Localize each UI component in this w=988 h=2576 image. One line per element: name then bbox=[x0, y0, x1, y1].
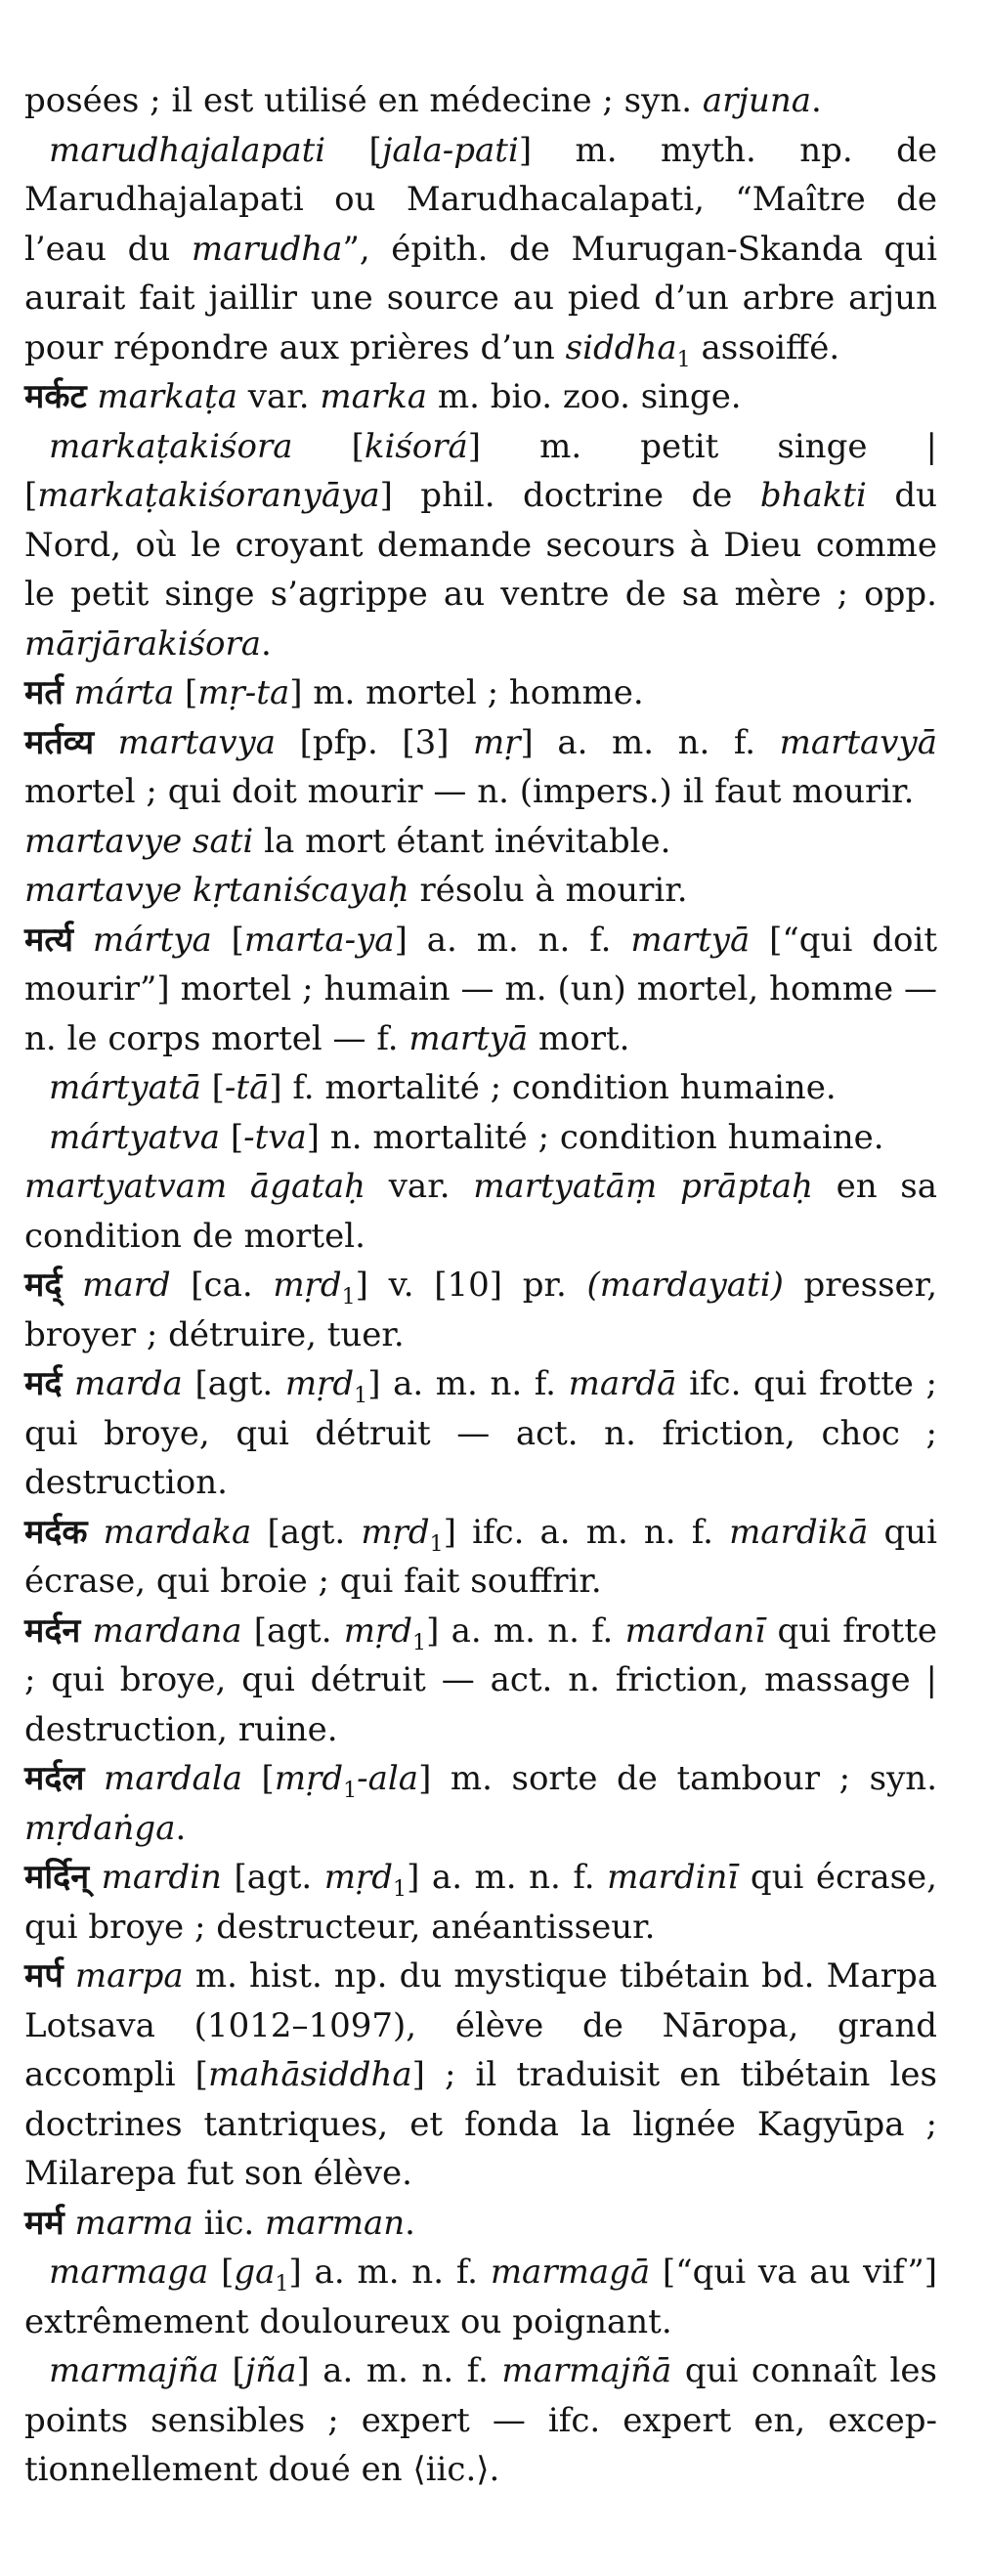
entry-mardala: मर्दल mardala [mṛd$_1$-ala] m. sorte de tambour ; syn. mṛdaṅga. bbox=[24, 1759, 938, 1848]
entry-marmaga: marmaga $[ga_1]$ a. m. n. f. marmagā [“qui va au vif”] extrêmement douloureux ou poignant. bbox=[24, 2253, 937, 2341]
entry-martyata: mártyatā [-tā] f. mortalité ; condition humaine. bbox=[49, 1068, 837, 1107]
entry-marma: मर्म marma iic. marman. bbox=[24, 2203, 415, 2243]
entry-martyatva: mártyatva [-tva] n. mortalité ; condition humaine. bbox=[49, 1117, 884, 1157]
entry-martavye-krtaniscayah: martavye kṛtaniścayaḥ résolu à mourir. bbox=[24, 871, 688, 910]
entry-martavye-sati: martavye sati la mort étant inévitable. bbox=[24, 821, 671, 861]
entry-mard: मर्द् mard [ca. mṛd$_1$] v. [10] pr. (mardayati) presser, broyer ; détruire, tuer. bbox=[24, 1266, 937, 1354]
entry-mardana: मर्दन mardana [agt. mṛd$_1$] a. m. n. f. mardanī qui frotte ; qui broye, qui détruit — act. n. friction, massage | destruction, ruine. bbox=[24, 1610, 937, 1749]
entry-mardin: मर्दिन् mardin [agt. mṛd$_1$] a. m. n. f. mardinī qui écrase, qui broye ; destructeur, anéantisseur. bbox=[24, 1858, 937, 1947]
entry-markata: मर्कट markaṭa var. marka m. bio. zoo. singe. bbox=[24, 377, 742, 416]
entry-marta: मर्त márta [mṛ-ta] m. mortel ; homme. bbox=[24, 673, 644, 712]
entry-marudhajalapati: marudhajalapati [jala-pati] m. myth. np. de Marudhajalapati ou Marudhacalapati, “Maître de l’eau du marudha”, épith. de Murugan-Skanda qui aurait fait jaillir une source au pied d’un arbre arjun pour répondre aux prières d’un siddha$_1$ assoiffé. bbox=[24, 130, 938, 372]
entry-martyatvam-agatah: martyatvam āgataḥ var. martyatāṃ prāptaḥ en sa condition de mortel. bbox=[24, 1167, 938, 1256]
entry-martya: मर्त्य mártya [marta-ya] a. m. n. f. martyā [“qui doit mourir”] mortel ; humain — m. (un) mortel, homme — n. le corps mortel — f. martyā mort. bbox=[24, 920, 937, 1058]
entry-continuation: posées ; il est utilisé en médecine ; syn. arjuna. bbox=[24, 81, 822, 120]
entry-marmajna: marmajña [jña] a. m. n. f. marmajñā qui connaît les points sensibles ; expert — ifc. expert en, exceptionnellement doué en ⟨iic.⟩. bbox=[24, 2351, 937, 2489]
entry-marda: मर्द marda [agt. mṛd$_1$] a. m. n. f. mardā ifc. qui frotte ; qui broye, qui détruit — act. n. friction, choc ; destruction. bbox=[24, 1364, 937, 1502]
entry-markatakisora: markaṭakiśora [kiśorá] m. petit singe | [markaṭakiśoranyāya] phil. doctrine de bhakti du Nord, où le croyant demande secours à Dieu comme le petit singe s’agrippe au ventre de sa mère ; opp. mārjārakiśora. bbox=[24, 426, 937, 664]
entry-martavya: मर्तव्य martavya [pfp. [3] mṛ] a. m. n. f. martavyā mortel ; qui doit mourir — n. (impers.) il faut mourir. bbox=[24, 722, 937, 811]
entry-mardaka: मर्दक mardaka [agt. mṛd$_1$] ifc. a. m. n. f. mardikā qui écrase, qui broie ; qui fait souffrir. bbox=[24, 1512, 938, 1601]
entry-marpa: मर्प marpa m. hist. np. du mystique tibétain bd. Marpa Lotsava (1012–1097), élève de Nāropa, grand accompli [mahāsiddha] ; il traduisit en tibétain les doctrines tantriques, et fonda la lignée Kagyūpa ; Milarepa fut son élève. bbox=[24, 1956, 937, 2193]
